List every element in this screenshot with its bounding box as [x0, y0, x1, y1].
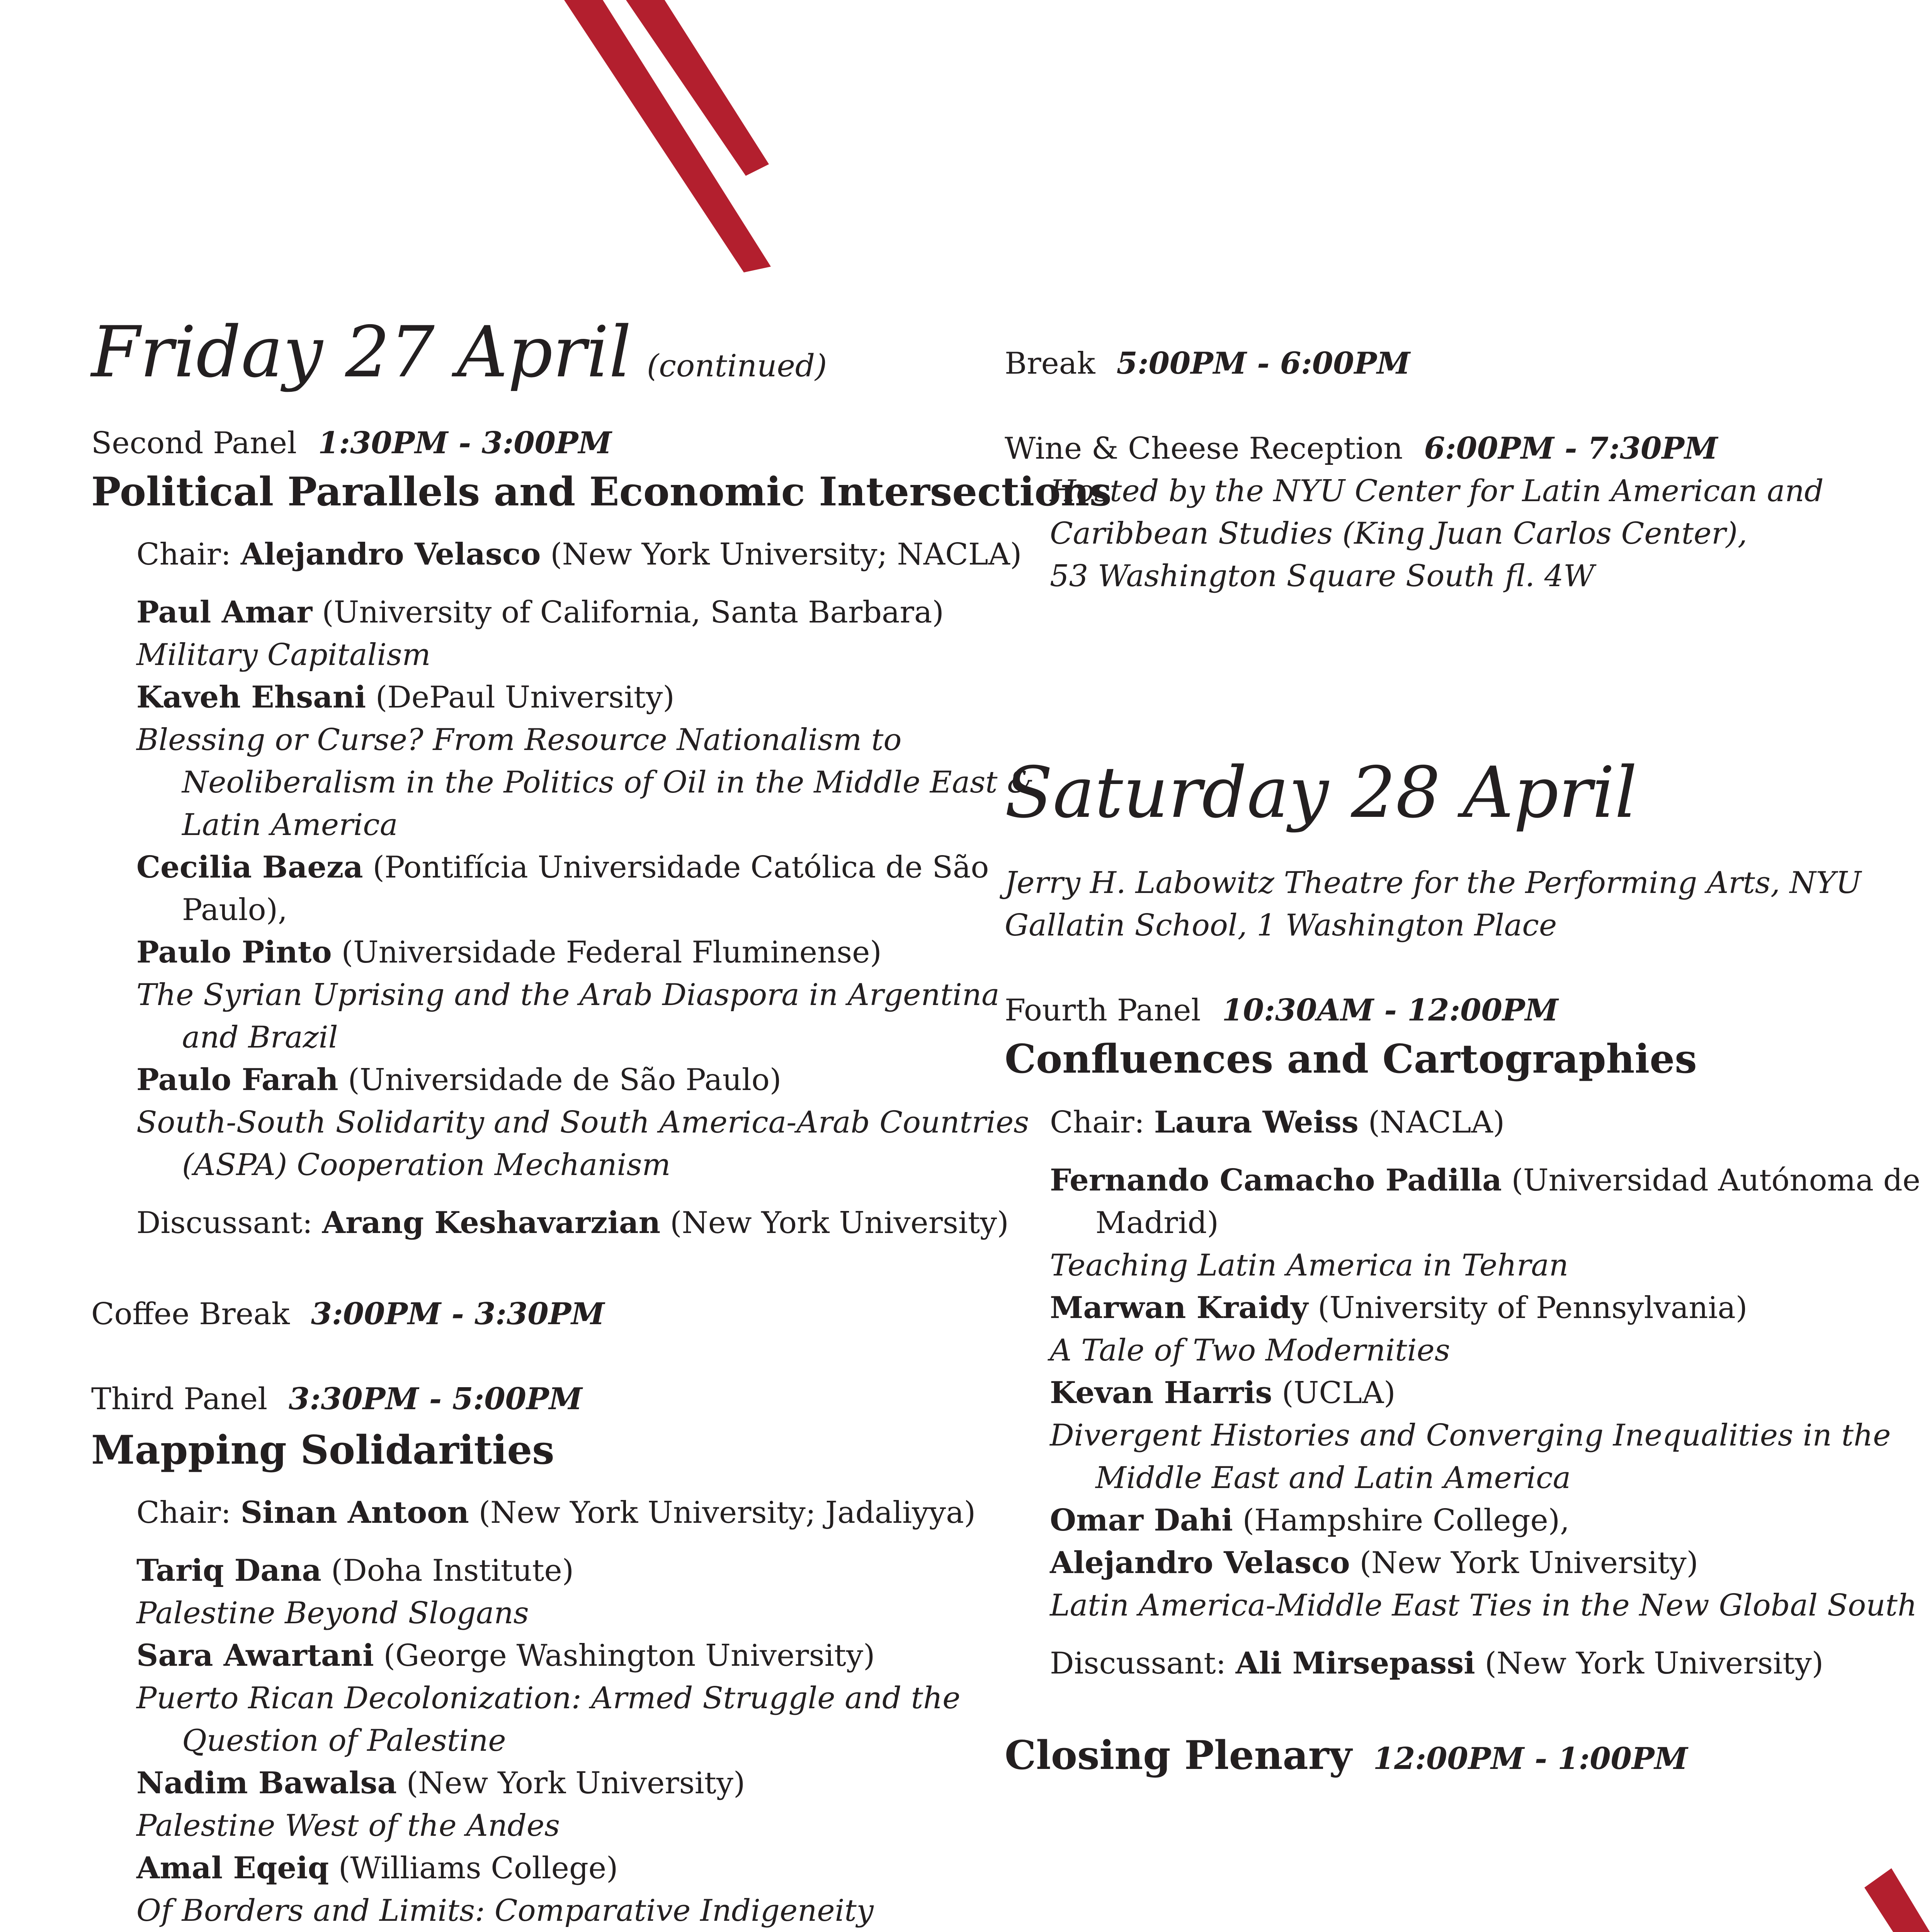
slot-time: 10:30AM - 12:00PM	[1222, 993, 1558, 1028]
closing-plenary	[1005, 1732, 1688, 1779]
presenter-line	[1050, 1545, 1699, 1580]
friday-title: Friday 27 April	[91, 311, 631, 393]
presenter-line	[1050, 1505, 1570, 1536]
presenter-affiliation: (University of Pennsylvania)	[1318, 1291, 1748, 1325]
presenter-affiliation-cont: Madrid)	[1095, 1206, 1219, 1240]
presenter-affiliation: (New York University)	[406, 1766, 745, 1801]
talk-title: The Syrian Uprising and the Arab Diaspora in Argentina	[136, 978, 1000, 1012]
presenter-affiliation: (Doha Institute)	[331, 1553, 574, 1588]
chair-name: Alejandro Velasco	[240, 537, 541, 572]
third-panel-slot	[91, 1381, 582, 1417]
slot-label: Fourth Panel	[1005, 993, 1201, 1028]
chair-affiliation: (NACLA)	[1368, 1105, 1505, 1140]
talk-title: Puerto Rican Decolonization: Armed Struggle and the	[136, 1681, 961, 1716]
presenter-affiliation-cont: Paulo),	[182, 893, 287, 927]
talk-title: Palestine Beyond Slogans	[136, 1596, 529, 1631]
reception-slot	[1005, 431, 1718, 466]
presenter-line	[1050, 1165, 1920, 1196]
talk-title: Teaching Latin America in Tehran	[1050, 1248, 1569, 1283]
slot-time: 3:30PM - 5:00PM	[289, 1381, 582, 1417]
presenter-name: Fernando Camacho Padilla	[1050, 1163, 1502, 1198]
panel-title: Confluences and Cartographies	[1005, 1036, 1697, 1082]
chair-line	[136, 539, 1022, 570]
talk-title-cont: Latin America	[182, 808, 398, 842]
talk-title-cont: Question of Palestine	[182, 1723, 506, 1758]
talk-title-cont: (ASPA) Cooperation Mechanism	[182, 1148, 671, 1182]
talk-title: Palestine West of the Andes	[136, 1808, 560, 1843]
talk-title: Divergent Histories and Converging Inequalities in the	[1050, 1418, 1891, 1453]
chair-name: Sinan Antoon	[240, 1495, 469, 1530]
talk-title: Latin America-Middle East Ties in the New Global South	[1050, 1588, 1917, 1623]
presenter-line	[136, 937, 882, 968]
presenter-name: Paul Amar	[136, 595, 313, 630]
second-panel-slot	[91, 425, 612, 461]
stripe-right-edge	[1864, 1868, 1932, 1932]
presenter-affiliation: (George Washington University)	[383, 1638, 875, 1673]
discussant-line	[136, 1205, 1009, 1240]
presenter-name: Omar Dahi	[1050, 1503, 1233, 1538]
chair-label: Chair:	[1050, 1105, 1145, 1140]
chair-line	[136, 1495, 976, 1530]
panel-title: Political Parallels and Economic Intersections	[91, 469, 1112, 515]
slot-time: 6:00PM - 7:30PM	[1424, 431, 1718, 466]
presenter-affiliation: (New York University)	[1359, 1546, 1699, 1580]
presenter-name: Tariq Dana	[136, 1553, 321, 1588]
presenter-affiliation: (University of California, Santa Barbara)	[322, 595, 944, 630]
reception-address: 53 Washington Square South fl. 4W	[1050, 559, 1595, 594]
chair-line	[1050, 1107, 1505, 1138]
presenter-name: Alejandro Velasco	[1050, 1545, 1350, 1580]
slot-label: Second Panel	[91, 426, 297, 461]
continued-note: (continued)	[646, 348, 827, 384]
talk-title-cont: Neoliberalism in the Politics of Oil in the Middle East &	[182, 765, 1034, 800]
slot-label: Third Panel	[91, 1382, 268, 1417]
discussant-affiliation: (New York University)	[670, 1206, 1009, 1240]
presenter-affiliation: (Universidad Autónoma de	[1511, 1163, 1920, 1198]
slot-label: Break	[1005, 346, 1095, 381]
presenter-name: Nadim Bawalsa	[136, 1765, 397, 1801]
panel-title: Mapping Solidarities	[91, 1427, 554, 1473]
slot-time: 5:00PM - 6:00PM	[1116, 346, 1410, 381]
presenter-line	[136, 1062, 782, 1097]
discussant-label: Discussant:	[136, 1206, 313, 1240]
stripe-top-right	[626, 0, 769, 176]
presenter-name: Cecilia Baeza	[136, 850, 363, 885]
break-slot	[1005, 346, 1410, 381]
venue-line: Jerry H. Labowitz Theatre for the Performing Arts, NYU	[1005, 866, 1862, 900]
discussant-name: Ali Mirsepassi	[1235, 1646, 1475, 1681]
presenter-name: Paulo Farah	[136, 1062, 338, 1097]
chair-affiliation: (New York University; Jadaliyya)	[478, 1495, 976, 1530]
reception-host: Caribbean Studies (King Juan Carlos Center),	[1050, 516, 1747, 551]
presenter-line	[136, 682, 675, 713]
saturday-title: Saturday 28 April	[1005, 752, 1638, 833]
presenter-affiliation: (Universidade Federal Fluminense)	[341, 935, 882, 970]
discussant-affiliation: (New York University)	[1485, 1646, 1824, 1681]
presenter-line	[136, 1765, 745, 1801]
presenter-name: Kevan Harris	[1050, 1375, 1272, 1410]
slot-time: 3:00PM - 3:30PM	[311, 1296, 605, 1332]
presenter-name: Kaveh Ehsani	[136, 680, 366, 715]
talk-title: South-South Solidarity and South America-Arab Countries	[136, 1105, 1029, 1140]
venue-line: Gallatin School, 1 Washington Place	[1005, 908, 1557, 943]
presenter-affiliation: (Williams College)	[338, 1851, 618, 1886]
presenter-line	[136, 1638, 875, 1673]
presenter-affiliation: (DePaul University)	[375, 680, 675, 715]
reception-host: Hosted by the NYU Center for Latin American and	[1050, 474, 1824, 509]
talk-title: Of Borders and Limits: Comparative Indigeneity	[136, 1893, 874, 1928]
discussant-label: Discussant:	[1050, 1646, 1226, 1681]
presenter-name: Sara Awartani	[136, 1638, 374, 1673]
presenter-line	[1050, 1375, 1396, 1410]
stripe-top-left	[564, 0, 771, 272]
presenter-name: Paulo Pinto	[136, 935, 332, 970]
fourth-panel-slot	[1005, 995, 1558, 1026]
presenter-name: Marwan Kraidy	[1050, 1290, 1308, 1325]
talk-title: Blessing or Curse? From Resource Nationalism to	[136, 723, 902, 757]
slot-time: 1:30PM - 3:00PM	[318, 425, 612, 461]
slot-time: 12:00PM - 1:00PM	[1373, 1741, 1688, 1776]
discussant-name: Arang Keshavarzian	[322, 1205, 661, 1240]
presenter-affiliation: (Hampshire College),	[1242, 1503, 1570, 1538]
presenter-affiliation: (Pontifícia Universidade Católica de São	[372, 850, 989, 885]
presenter-line	[136, 1553, 574, 1588]
discussant-line	[1050, 1648, 1823, 1679]
closing-label: Closing Plenary	[1005, 1732, 1352, 1779]
chair-label: Chair:	[136, 1495, 231, 1530]
presenter-line	[136, 1850, 618, 1886]
chair-label: Chair:	[136, 537, 231, 572]
chair-name: Laura Weiss	[1154, 1105, 1359, 1140]
talk-title: Military Capitalism	[136, 638, 431, 672]
slot-label: Wine & Cheese Reception	[1005, 431, 1403, 466]
coffee-break-slot	[91, 1296, 605, 1332]
presenter-line	[136, 597, 944, 628]
presenter-line	[1050, 1290, 1748, 1325]
friday-heading	[91, 311, 827, 393]
slot-label: Coffee Break	[91, 1297, 290, 1332]
presenter-name: Amal Eqeiq	[136, 1850, 329, 1886]
presenter-affiliation: (Universidade de São Paulo)	[348, 1063, 782, 1097]
presenter-affiliation: (UCLA)	[1282, 1376, 1396, 1410]
presenter-line	[136, 852, 989, 883]
talk-title-cont: Middle East and Latin America	[1095, 1461, 1571, 1495]
talk-title-cont: and Brazil	[182, 1020, 338, 1055]
talk-title: A Tale of Two Modernities	[1050, 1333, 1450, 1368]
chair-affiliation: (New York University; NACLA)	[550, 537, 1022, 572]
